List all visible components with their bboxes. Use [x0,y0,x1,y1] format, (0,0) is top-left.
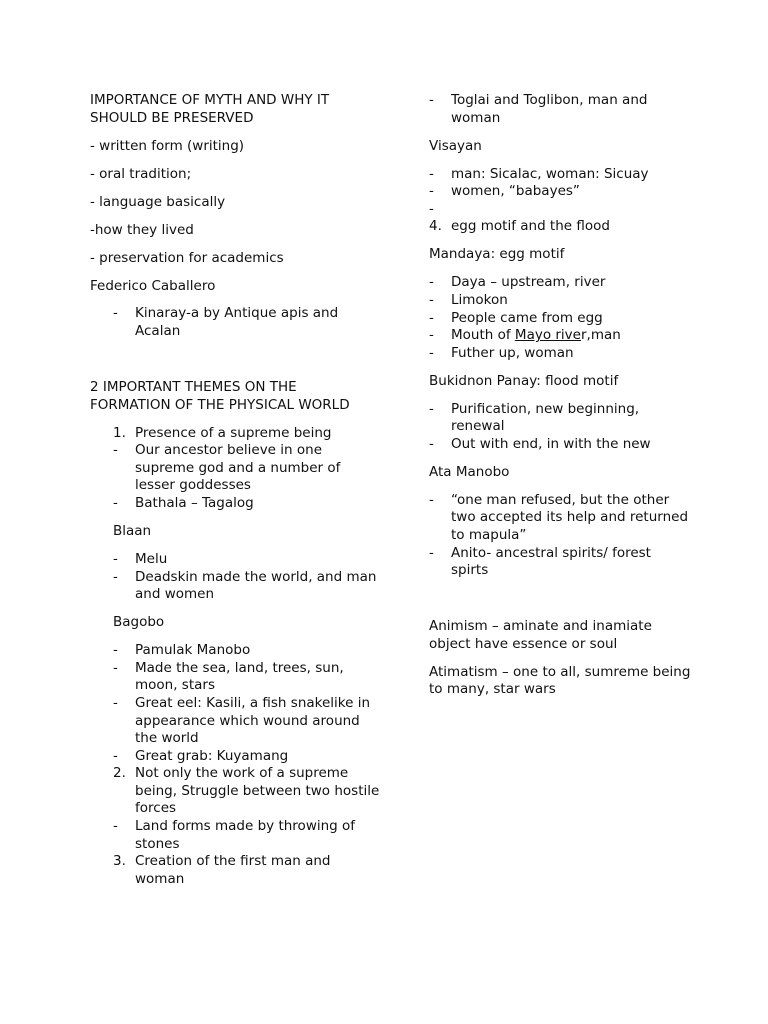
dash-marker: - [429,327,434,344]
dash-marker: - [113,305,118,322]
dash-marker: - [113,659,118,676]
definition-atimatism: Atimatism – one to all, sumreme being to many, star wars [429,663,691,698]
dash-marker: - [113,442,118,459]
dash-marker: - [429,92,434,108]
list-item: - Futher up, woman [429,344,574,361]
list-item: - man: Sicalac, woman: Sicuay [429,165,649,182]
dash-marker: - [113,568,118,585]
visayan-list [429,166,691,236]
left-column [90,92,380,899]
list-item: - Made the sea, land, trees, sun, moon, stars [113,659,344,694]
dash-marker: - [429,400,434,417]
list-item: - Mouth of Mayo river,man [429,327,621,344]
dash-marker: - [113,642,118,659]
definition-animism: Animism – aminate and inamiate object have essence or soul [429,618,652,652]
list-item: - Great grab: Kuyamang [113,747,289,764]
group-label-blaan: Blaan [113,523,152,539]
list-item: - “one man refused, but the other two accepted its help and returned to mapula” [429,491,689,543]
list-item: 4. egg motif and the flood [429,218,610,235]
list-item: - Melu [113,550,168,567]
ata-list [429,492,691,580]
list-item: - Pamulak Manobo [113,642,251,659]
dash-marker: - [113,747,118,764]
dash-marker: - [113,694,118,711]
list-item: - Purification, new beginning, renewal [429,400,640,435]
reason-line: - written form (writing) [90,137,245,154]
dash-marker: - [113,495,118,512]
right-column [429,92,691,709]
section-heading-themes: 2 IMPORTANT THEMES ON THE FORMATION OF THE PHYSICAL WORLD [90,379,350,413]
dash-marker: - [429,544,434,561]
number-marker: 3. [113,853,126,870]
number-marker: 1. [113,424,126,441]
list-item: 3. Creation of the first man and woman [113,853,331,887]
reason-line: -how they lived [90,221,194,238]
dash-marker: - [429,491,434,508]
list-item: - Bathala – Tagalog [113,495,254,512]
dash-marker: - [429,165,434,182]
author-list [90,305,380,340]
list-item: - Kinaray-a by Antique apis and Acalan [113,305,339,340]
list-item: - People came from egg [429,309,603,326]
group-label-mandaya: Mandaya: egg motif [429,246,565,263]
author-name: Federico Caballero [90,277,216,294]
list-item: - Out with end, in with the new [429,435,651,452]
reason-line: - oral tradition; [90,165,192,182]
list-item: - Our ancestor believe in one supreme god and a number of lesser goddesses [113,442,341,494]
group-label-ata-manobo: Ata Manobo [429,463,510,480]
number-marker: 2. [113,765,126,782]
list-item: - women, “babayes” [429,183,580,200]
list-item: 2. Not only the work of a supreme being, Struggle between two hostile forces [113,765,380,817]
bagobo-list [90,642,380,888]
spacer [429,590,691,618]
dash-marker: - [429,291,434,308]
dash-marker: - [429,435,434,452]
list-item: - Anito- ancestral spirits/ forest spirts [429,544,651,579]
section-heading-importance: IMPORTANCE OF MYTH AND WHY IT SHOULD BE PRESERVED [90,92,330,126]
number-marker: 4. [429,218,442,235]
dash-marker: - [429,274,434,291]
group-label-visayan: Visayan [429,137,482,154]
dash-marker: - [113,818,118,835]
mandaya-list [429,274,691,362]
list-item: - Deadskin made the world, and man and women [113,568,377,603]
spacer [90,351,380,379]
list-item: - Land forms made by throwing of stones [113,818,356,852]
group-label-bagobo: Bagobo [113,614,165,631]
reason-line: - preservation for academics [90,249,284,266]
list-item: - Daya – upstream, river [429,274,606,291]
dash-marker: - [113,550,118,567]
list-item [429,201,691,219]
dash-marker: - [429,344,434,361]
list-item: - Toglai and Toglibon, man and woman [429,92,648,126]
dash-marker: - [429,183,434,200]
toglai-list [429,92,691,127]
underlined-text: Mayo rive [514,327,581,344]
group-label-bukidnon: Bukidnon Panay: flood motif [429,372,619,389]
list-item: 1. Presence of a supreme being [113,424,332,441]
blaan-list [90,551,380,604]
list-item: - Limokon [429,291,508,308]
reason-line: - language basically [90,193,226,210]
list-item: - Great eel: Kasili, a fish snakelike in appearance which wound around the world [113,694,371,747]
themes-list [90,425,380,513]
bukidnon-list [429,401,691,454]
dash-marker: - [429,309,434,326]
dash-marker: - [429,200,434,217]
